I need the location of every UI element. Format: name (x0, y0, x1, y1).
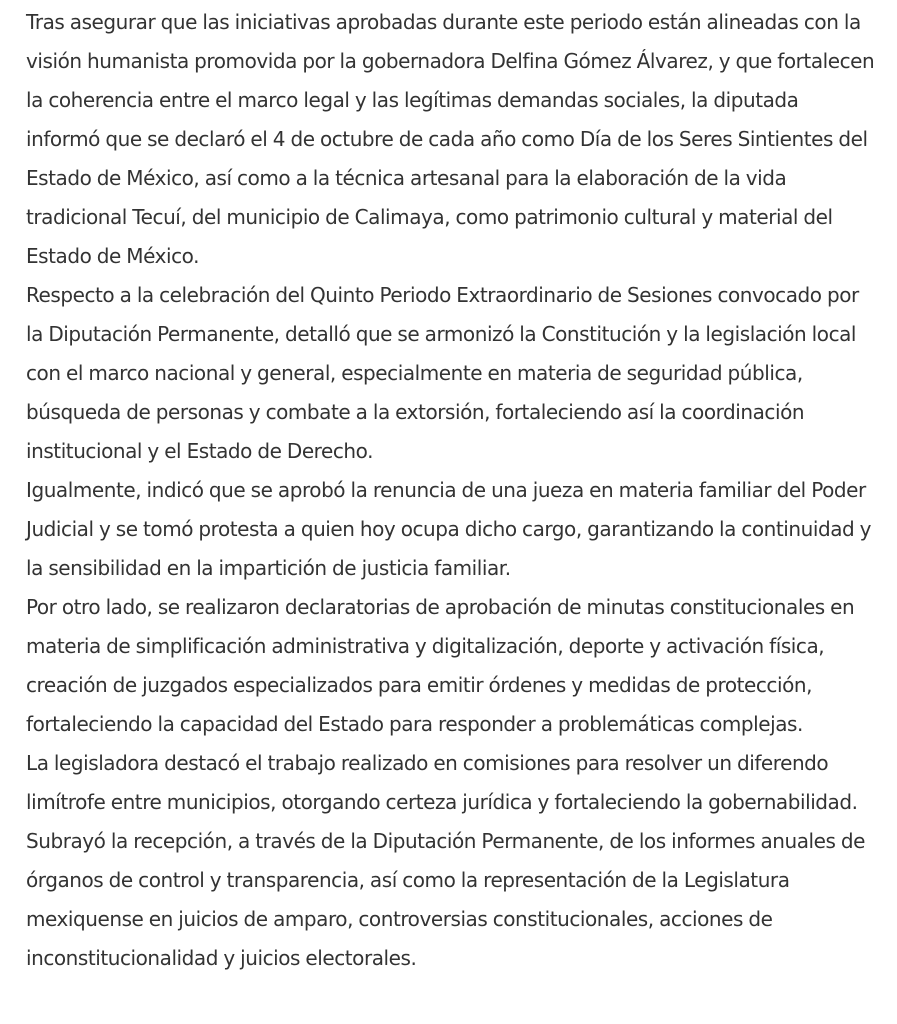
article-paragraph: La legisladora destacó el trabajo realizado en comisiones para resolver un diferendo limítrofe entre municipios, otorgando certeza jurídica y fortaleciendo la gobernabilidad. Subrayó la recepción, a través de la Diputación Permanente, de los informes anuales de órganos de control y transparencia, así como la representación de la Legislatura mexiquense en juicios de amparo, controversias constitucionales, acciones de inconstitucionalidad y juicios electorales. (26, 751, 865, 970)
article-paragraph: Por otro lado, se realizaron declaratorias de aprobación de minutas constitucionales en materia de simplificación administrativa y digitalización, deporte y activación física, creación de juzgados especializados para emitir órdenes y medidas de protección, fortaleciendo la capacidad del Estado para responder a problemáticas complejas. (26, 595, 855, 736)
article-paragraph: Igualmente, indicó que se aprobó la renuncia de una jueza en materia familiar del Poder Judicial y se tomó protesta a quien hoy ocupa dicho cargo, garantizando la continuidad y la sensibilidad en la impartición de justicia familiar. (26, 478, 872, 580)
article-paragraph: Tras asegurar que las iniciativas aprobadas durante este periodo están alineadas con la visión humanista promovida por la gobernadora Delfina Gómez Álvarez, y que fortalecen la coherencia entre el marco legal y las legítimas demandas sociales, la diputada informó que se declaró el 4 de octubre de cada año como Día de los Seres Sintientes del Estado de México, así como a la técnica artesanal para la elaboración de la vida tradicional Tecuí, del municipio de Calimaya, como patrimonio cultural y material del Estado de México. (26, 10, 875, 268)
article-paragraph: Respecto a la celebración del Quinto Periodo Extraordinario de Sesiones convocado por la Diputación Permanente, detalló que se armonizó la Constitución y la legislación local con el marco nacional y general, especialmente en materia de seguridad pública, búsqueda de personas y combate a la extorsión, fortaleciendo así la coordinación institucional y el Estado de Derecho. (26, 283, 859, 463)
